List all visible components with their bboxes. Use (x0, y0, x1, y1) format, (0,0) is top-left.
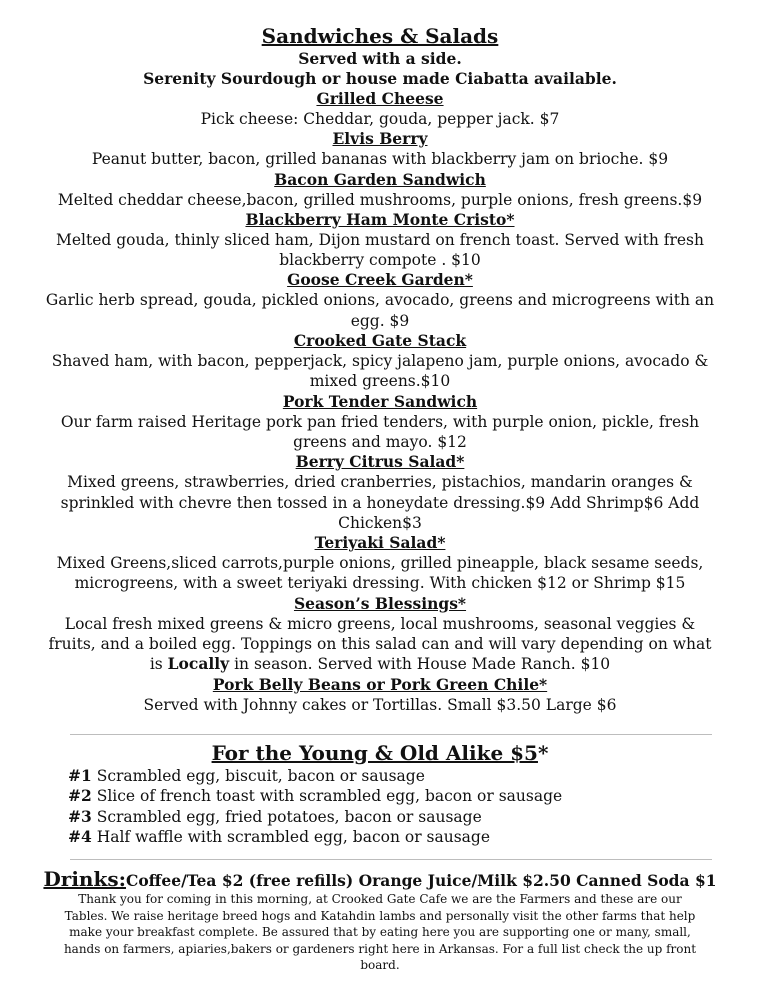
item-description: Melted cheddar cheese,bacon, grilled mushrooms, purple onions, fresh greens.$9 (57, 190, 703, 209)
kids-item-number: #3 (68, 806, 92, 826)
menu-item (0, 170, 760, 210)
sandwiches-section (0, 23, 760, 715)
kids-title-asterisk: * (537, 741, 549, 765)
item-description: Shaved ham, with bacon, pepperjack, spicy jalapeno jam, purple onions, avocado & mixed greens.$10 (51, 352, 709, 391)
menu-item (0, 392, 760, 453)
desc-part: in season. Served with House Made Ranch. $10 (229, 655, 611, 674)
item-name: Bacon Garden Sandwich (274, 169, 486, 189)
desc-bold: Locally (167, 654, 230, 674)
item-name: Elvis Berry (332, 129, 428, 149)
item-description: Peanut butter, bacon, grilled bananas with blackberry jam on brioche. $9 (91, 150, 669, 169)
kids-title-text: For the Young & Old Alike $5 (211, 741, 538, 765)
section-title: Sandwiches & Salads (261, 24, 499, 48)
kids-item-text: Scrambled egg, fried potatoes, bacon or sausage (91, 807, 482, 826)
desc-part: Local fresh mixed greens & micro greens, local mushrooms, seasonal veggies & fruits, and a boiled egg. Toppings on this salad can and will vary depending on what is (48, 614, 712, 674)
kids-item-number: #4 (68, 826, 92, 846)
kids-item-text: Scrambled egg, biscuit, bacon or sausage (91, 767, 425, 785)
menu-item (0, 452, 760, 533)
divider (70, 859, 712, 860)
item-description: Mixed greens, strawberries, dried cranberries, pistachios, mandarin oranges & sprinkled with chevre then tossed in a honeydate dressing.$9 Add Shrimp$6 Add Chicken$3 (60, 473, 700, 532)
kids-section-title (0, 740, 760, 766)
kids-item (68, 766, 562, 786)
drinks-text: Coffee/Tea $2 (free refills) Orange Juice/Milk $2.50 Canned Soda $1 (125, 871, 717, 890)
item-description: Our farm raised Heritage pork pan fried tenders, with purple onion, pickle, fresh greens and mayo. $12 (60, 412, 700, 451)
drinks-line (0, 867, 760, 893)
item-description: Pick cheese: Cheddar, gouda, pepper jack. $7 (200, 110, 560, 128)
menu-item (0, 533, 760, 594)
item-description: Garlic herb spread, gouda, pickled onions, avocado, greens and microgreens with an egg. $9 (45, 291, 715, 330)
menu-item (0, 675, 760, 715)
item-name: Pork Tender Sandwich (282, 391, 478, 411)
menu-item (0, 594, 760, 675)
bread-note: Serenity Sourdough or house made Ciabatta available. (143, 69, 617, 88)
item-name: Pork Belly Beans or Pork Green Chile* (212, 674, 548, 694)
item-name: Teriyaki Salad* (314, 533, 446, 553)
thank-you-note: Thank you for coming in this morning, at Crooked Gate Cafe we are the Farmers and these are our Tables. We raise heritage breed hogs and Katahdin lambs and personally visit the other farms that help make your breakfast complete. Be assured that by eating here you are supporting one or many, small, hands on farmers, apiaries,bakers or gardeners right here in Arkansas. For a full list check the up front board. (63, 892, 697, 972)
menu-item (0, 129, 760, 169)
item-description: Served with Johnny cakes or Tortillas. Small $3.50 Large $6 (143, 695, 617, 714)
item-description (0, 614, 760, 675)
kids-item (68, 827, 562, 847)
item-name: Goose Creek Garden* (287, 270, 473, 290)
item-name: Season’s Blessings* (293, 593, 467, 613)
divider (70, 734, 712, 735)
item-name: Berry Citrus Salad* (295, 452, 465, 472)
menu-item (0, 210, 760, 271)
kids-item-number: #1 (68, 766, 92, 785)
menu-item (0, 89, 760, 129)
item-name: Crooked Gate Stack (293, 331, 467, 351)
menu-item (0, 331, 760, 392)
section-subtitle: Served with a side. (298, 49, 462, 68)
item-description: Melted gouda, thinly sliced ham, Dijon mustard on french toast. Served with fresh blackberry compote . $10 (55, 230, 704, 270)
kids-item (68, 807, 562, 827)
item-name: Blackberry Ham Monte Cristo* (245, 209, 515, 229)
drinks-label: Drinks: (43, 867, 126, 891)
kids-item-text: Half waffle with scrambled egg, bacon or sausage (91, 827, 491, 846)
item-description: Mixed Greens,sliced carrots,purple onions, grilled pineapple, black sesame seeds, microgreens, with a sweet teriyaki dressing. With chicken $12 or Shrimp $15 (56, 554, 704, 593)
menu-item (0, 270, 760, 331)
item-name: Grilled Cheese (316, 89, 444, 108)
kids-item (68, 786, 562, 806)
kids-list (68, 766, 562, 847)
kids-item-text: Slice of french toast with scrambled egg, bacon or sausage (91, 787, 563, 806)
kids-item-number: #2 (68, 786, 92, 806)
